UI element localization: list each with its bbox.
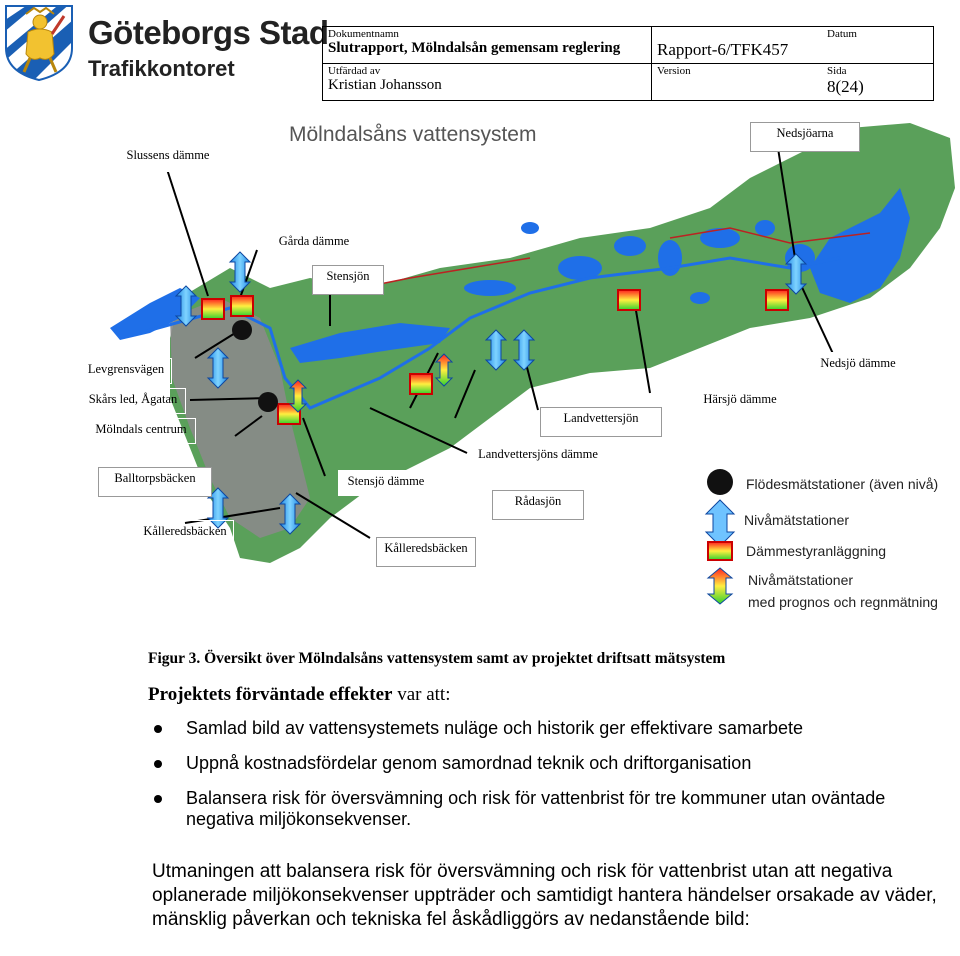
legend-forecast-label-1: Nivåmätstationer <box>748 572 854 588</box>
issued-by: Kristian Johansson <box>328 77 442 93</box>
report-id: Rapport-6/TFK457 <box>657 40 789 59</box>
document-header-table <box>322 26 934 101</box>
page-cell <box>822 64 934 101</box>
legend-dam-icon <box>708 542 732 560</box>
label-skars-led: Skårs led, Ågatan <box>80 388 186 414</box>
city-crest-logo <box>2 2 76 82</box>
label-slussens-damme: Slussens dämme <box>110 144 226 172</box>
doc-name-label: Dokumentnamn <box>328 28 399 40</box>
report-id-cell <box>652 27 823 64</box>
label-balltorpsbacken: Balltorpsbäcken <box>98 467 212 497</box>
page-label: Sida <box>827 65 847 77</box>
legend-level-icon <box>706 500 734 546</box>
label-landvettersjon: Landvettersjön <box>540 407 662 437</box>
figure-caption: Figur 3. Översikt över Mölndalsåns vattensystem samt av projektet driftsatt mätsystem <box>148 650 726 667</box>
page-number: 8(24) <box>827 77 864 96</box>
map-title: Mölndalsåns vattensystem <box>280 120 550 154</box>
legend-dam-label: Dämmestyranläggning <box>746 543 887 559</box>
label-harsjo-damme: Härsjö dämme <box>694 388 786 414</box>
label-stensjon: Stensjön <box>312 265 384 295</box>
body-paragraph: Utmaningen att balansera risk för översvämning och risk för vattenbrist utan att negativa oplanerade miljökonsekvenser uppträder och samtidigt hantera händelser orsakade av väder, mänsklig påverkan och tekniska fel åskådliggörs av nedanstående bild: <box>152 861 937 930</box>
label-radasjon: Rådasjön <box>492 490 584 520</box>
legend-flow-label: Flödesmätstationer (även nivå) <box>746 476 939 492</box>
office-name: Trafikkontoret <box>88 56 235 81</box>
lead-sentence <box>148 684 450 706</box>
city-name: Göteborgs Stad <box>88 14 329 51</box>
bullet-list <box>150 718 950 844</box>
list-item: Uppnå kostnadsfördelar genom samordnad teknik och driftorganisation <box>150 753 950 774</box>
label-landvettersjons-damme: Landvettersjöns dämme <box>468 443 608 469</box>
legend-flow-icon <box>707 469 733 495</box>
label-molndals-centrum: Mölndals centrum <box>86 418 196 444</box>
legend-level-label: Nivåmätstationer <box>744 512 850 528</box>
version-label: Version <box>657 65 691 77</box>
label-stensjo-damme: Stensjö dämme <box>338 470 434 496</box>
doc-name-cell <box>323 27 652 64</box>
issued-by-cell <box>323 64 652 101</box>
legend-forecast-label-2: med prognos och regnmätning <box>748 594 938 610</box>
version-cell <box>652 64 823 101</box>
lead-rest: var att: <box>392 684 451 705</box>
label-nedsjo-damme: Nedsjö dämme <box>812 352 904 378</box>
legend-forecast-icon <box>708 568 732 604</box>
label-garda-damme: Gårda dämme <box>262 230 366 256</box>
lead-bold: Projektets förväntade effekter <box>148 684 393 705</box>
list-item: Balansera risk för översvämning och risk för vattenbrist för tre kommuner utan oväntade negativa miljökonsekvenser. <box>150 788 886 830</box>
label-levgrensvagen: Levgrensvägen <box>80 358 172 384</box>
doc-name: Slutrapport, Mölndalsån gemensam reglering <box>328 40 621 56</box>
list-item: Samlad bild av vattensystemets nuläge och historik ger effektivare samarbete <box>150 718 950 739</box>
issued-by-label: Utfärdad av <box>328 65 381 77</box>
label-kalleredsbacken-mid: Kålleredsbäcken <box>376 537 476 567</box>
label-kalleredsbacken-left: Kålleredsbäcken <box>136 520 234 546</box>
legend-symbols <box>700 466 740 606</box>
date-cell <box>822 27 934 64</box>
label-nedsjoarna: Nedsjöarna <box>750 122 860 152</box>
date-label: Datum <box>827 28 857 40</box>
